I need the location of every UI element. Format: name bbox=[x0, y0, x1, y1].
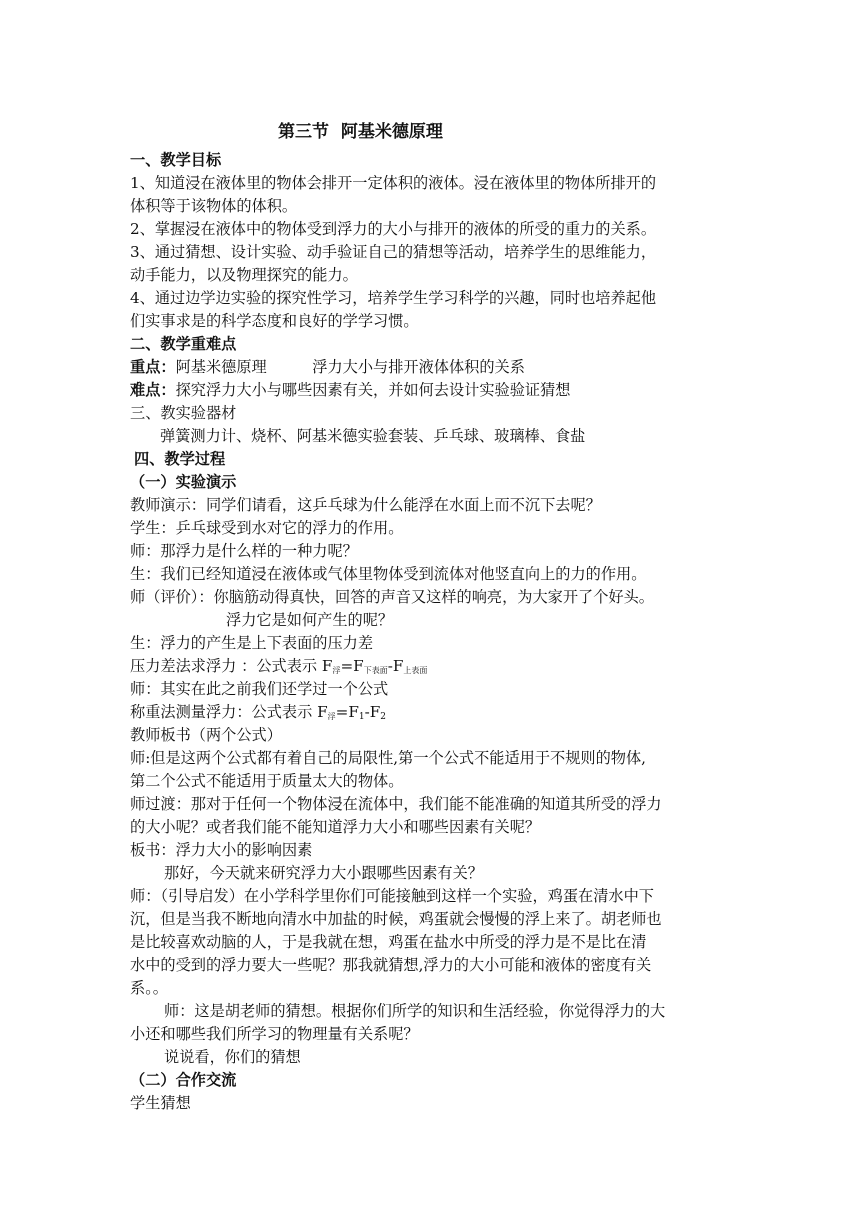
paragraph-line: 师（评价）：你脑筋动得真快，回答的声音又这样的响亮，为大家开了个好头。 bbox=[130, 588, 654, 606]
paragraph-line: 学生：乒乓球受到水对它的浮力的作用。 bbox=[130, 519, 404, 537]
difficulty-text: 探究浮力大小与哪些因素有关，并如何去设计实验验证猜想 bbox=[175, 381, 571, 399]
paragraph-line: 系。。 bbox=[130, 979, 168, 997]
paragraph-line: 体积等于该物体的体积。 bbox=[130, 197, 298, 215]
key-text: 阿基米德原理 浮力大小与排开液体体积的关系 bbox=[175, 358, 525, 376]
formula-pressure-difference bbox=[130, 656, 427, 676]
section-heading-materials: 三、教实验器材 bbox=[130, 404, 237, 422]
formula-subscript: 下表面 bbox=[363, 666, 388, 675]
paragraph-line: 教师板书（两个公式） bbox=[130, 726, 282, 744]
page-title: 第三节 阿基米德原理 bbox=[278, 122, 443, 142]
paragraph-line: 学生猜想 bbox=[130, 1094, 191, 1112]
paragraph-line: 浮力它是如何产生的呢？ bbox=[226, 611, 394, 629]
formula-subscript: 2 bbox=[380, 712, 387, 722]
paragraph-line: 师：那浮力是什么样的一种力呢？ bbox=[130, 542, 358, 560]
paragraph-line: 说说看，你们的猜想 bbox=[164, 1048, 301, 1066]
formula-text: 压力差法求浮力 ：公式表示 F bbox=[130, 657, 333, 675]
section-heading-keypoints: 二、教学重难点 bbox=[130, 335, 237, 353]
formula-subscript: 浮 bbox=[332, 666, 341, 675]
paragraph-line: 生：我们已经知道浸在液体或气体里物体受到流体对他竖直向上的力的作用。 bbox=[130, 565, 647, 583]
key-point-line bbox=[130, 357, 525, 377]
paragraph-line: 是比较喜欢动脑的人，于是我就在想，鸡蛋在盐水中所受的浮力是不是比在清 bbox=[130, 933, 647, 951]
paragraph-line: 1、知道浸在液体里的物体会排开一定体积的液体。浸在液体里的物体所排开的 bbox=[130, 174, 657, 192]
paragraph-line: 沉，但是当我不断地向清水中加盐的时候，鸡蛋就会慢慢的浮上来了。胡老师也 bbox=[130, 910, 662, 928]
key-label: 重点： bbox=[130, 358, 176, 376]
formula-text: -F bbox=[387, 657, 404, 675]
paragraph-line: 的大小呢？或者我们能不能知道浮力大小和哪些因素有关呢？ bbox=[130, 818, 541, 836]
section-heading-goals: 一、教学目标 bbox=[130, 151, 222, 169]
subsection-heading-demo: （一）实验演示 bbox=[130, 473, 237, 491]
paragraph-line: 弹簧测力计、烧杯、阿基米德实验套装、乒乓球、玻璃棒、食盐 bbox=[160, 427, 586, 445]
paragraph-line: 师:但是这两个公式都有着自己的局限性,第一个公式不能适用于不规则的物体, bbox=[130, 749, 646, 767]
section-heading-process: 四、教学过程 bbox=[134, 450, 226, 468]
paragraph-line: 生：浮力的产生是上下表面的压力差 bbox=[130, 634, 373, 652]
paragraph-line: 师：这是胡老师的猜想。根据你们所学的知识和生活经验，你觉得浮力的大 bbox=[164, 1002, 666, 1020]
formula-text: =F bbox=[335, 703, 359, 721]
difficulty-label: 难点： bbox=[130, 381, 176, 399]
formula-subscript: 1 bbox=[358, 712, 365, 722]
formula-weighing bbox=[130, 702, 386, 722]
difficulty-line bbox=[130, 380, 570, 400]
formula-text: -F bbox=[364, 703, 381, 721]
paragraph-line: 水中的受到的浮力要大一些呢？那我就猜想,浮力的大小可能和液体的密度有关 bbox=[130, 956, 652, 974]
paragraph-line: 4、通过边学边实验的探究性学习，培养学生学习科学的兴趣，同时也培养起他 bbox=[130, 289, 657, 307]
paragraph-line: 师过渡：那对于任何一个物体浸在流体中，我们能不能准确的知道其所受的浮力 bbox=[130, 795, 662, 813]
paragraph-line: 那好，今天就来研究浮力大小跟哪些因素有关？ bbox=[164, 864, 483, 882]
formula-text: =F bbox=[340, 657, 364, 675]
paragraph-line: 板书：浮力大小的影响因素 bbox=[130, 841, 313, 859]
formula-subscript: 浮 bbox=[327, 712, 336, 721]
subsection-heading-cooperation: （二）合作交流 bbox=[130, 1071, 237, 1089]
paragraph-line: 动手能力，以及物理探究的能力。 bbox=[130, 266, 358, 284]
paragraph-line: 们实事求是的科学态度和良好的学学习惯。 bbox=[130, 312, 419, 330]
paragraph-line: 师：（引导启发）在小学科学里你们可能接触到这样一个实验，鸡蛋在清水中下 bbox=[130, 887, 654, 905]
paragraph-line: 2、掌握浸在液体中的物体受到浮力的大小与排开的液体的所受的重力的关系。 bbox=[130, 220, 657, 238]
paragraph-line: 第二个公式不能适用于质量太大的物体。 bbox=[130, 772, 404, 790]
paragraph-line: 教师演示：同学们请看，这乒乓球为什么能浮在水面上而不沉下去呢？ bbox=[130, 496, 601, 514]
formula-subscript: 上表面 bbox=[403, 666, 428, 675]
paragraph-line: 师：其实在此之前我们还学过一个公式 bbox=[130, 680, 389, 698]
paragraph-line: 小还和哪些我们所学习的物理量有关系呢？ bbox=[130, 1025, 419, 1043]
formula-text: 称重法测量浮力：公式表示 F bbox=[130, 703, 328, 721]
paragraph-line: 3、通过猜想、设计实验、动手验证自己的猜想等活动，培养学生的思维能力， bbox=[130, 243, 657, 261]
